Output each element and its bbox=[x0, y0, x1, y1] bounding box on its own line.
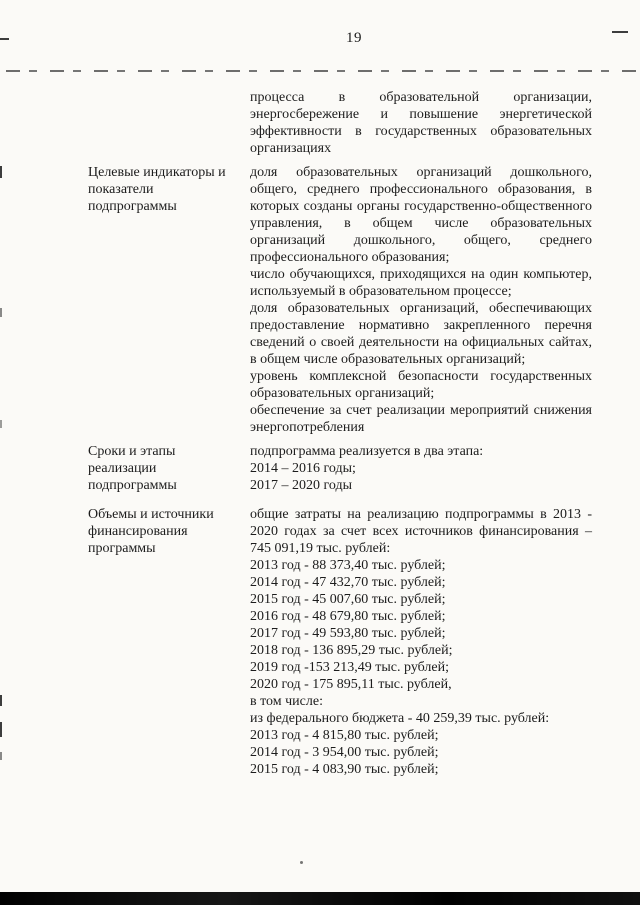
row-body bbox=[250, 443, 592, 494]
paragraph: 2014 год - 47 432,70 тыс. рублей; bbox=[250, 575, 446, 590]
paragraph: доля образовательных организаций дошкольного, общего, среднего профессионального образования, в которых созданы органы государственно-общественного управления, в общем числе образовательных организаций дошкольного, общего, среднего профессионального образования; bbox=[250, 165, 592, 265]
section-funding bbox=[88, 506, 592, 778]
row-body bbox=[250, 506, 592, 778]
row-body bbox=[250, 164, 592, 436]
page-number: 19 bbox=[346, 30, 362, 46]
paragraph: 2014 год - 3 954,00 тыс. рублей; bbox=[250, 745, 439, 760]
paragraph: 2018 год - 136 895,29 тыс. рублей; bbox=[250, 643, 453, 658]
scan-bottom-edge bbox=[0, 892, 640, 905]
paragraph: уровень комплексной безопасности государственных образовательных организаций; bbox=[250, 369, 592, 401]
paragraph: число обучающихся, приходящихся на один компьютер, используемый в образовательном процессе; bbox=[250, 267, 592, 299]
scan-speck bbox=[612, 31, 628, 33]
paragraph: общие затраты на реализацию подпрограммы в 2013 - 2020 годах за счет всех источников финансирования –745 091,19 тыс. рублей: bbox=[250, 507, 592, 556]
paragraph: обеспечение за счет реализации мероприятий снижения энергопотребления bbox=[250, 403, 592, 435]
row-label: Объемы и источники финансирования программы bbox=[88, 507, 214, 556]
scan-speck bbox=[0, 752, 2, 760]
paragraph: 2013 год - 88 373,40 тыс. рублей; bbox=[250, 558, 446, 573]
paragraph: 2015 год - 4 083,90 тыс. рублей; bbox=[250, 762, 439, 777]
paragraph: 2013 год - 4 815,80 тыс. рублей; bbox=[250, 728, 439, 743]
row-label: Сроки и этапы реализации подпрограммы bbox=[88, 444, 177, 493]
paragraph: 2015 год - 45 007,60 тыс. рублей; bbox=[250, 592, 446, 607]
section-timeline bbox=[88, 443, 592, 494]
scan-speck bbox=[0, 166, 2, 178]
row-label bbox=[88, 89, 250, 157]
section-continuation bbox=[88, 89, 592, 157]
row-body bbox=[250, 89, 592, 157]
paragraph: 2016 год - 48 679,80 тыс. рублей; bbox=[250, 609, 446, 624]
paragraph: из федерального бюджета - 40 259,39 тыс. рублей: bbox=[250, 711, 550, 726]
scan-speck bbox=[0, 695, 2, 706]
paragraph: подпрограмма реализуется в два этапа: bbox=[250, 444, 484, 459]
scan-speck bbox=[0, 420, 2, 428]
scan-speck bbox=[0, 38, 9, 40]
scan-dashed-rule bbox=[6, 70, 636, 72]
scan-speck bbox=[0, 722, 2, 737]
paragraph: 2017 – 2020 годы bbox=[250, 478, 353, 493]
paragraph: в том числе: bbox=[250, 694, 323, 709]
paragraph: 2017 год - 49 593,80 тыс. рублей; bbox=[250, 626, 446, 641]
row-label: Целевые индикаторы и показатели подпрограммы bbox=[88, 165, 226, 214]
scan-speck bbox=[0, 308, 2, 317]
paragraph: 2019 год -153 213,49 тыс. рублей; bbox=[250, 660, 450, 675]
section-indicators bbox=[88, 164, 592, 436]
paragraph: 2014 – 2016 годы; bbox=[250, 461, 356, 476]
paragraph: 2020 год - 175 895,11 тыс. рублей, bbox=[250, 677, 452, 692]
scan-speck bbox=[300, 861, 303, 864]
paragraph: процесса в образовательной организации, энергосбережение и повышение энергетической эффективности в государственных образовательных организациях bbox=[250, 90, 592, 156]
document-content bbox=[88, 89, 592, 785]
paragraph: доля образовательных организаций, обеспечивающих предоставление нормативно закрепленного перечня сведений о своей деятельности на официальных сайтах, в общем числе образовательных организаций; bbox=[250, 301, 592, 367]
